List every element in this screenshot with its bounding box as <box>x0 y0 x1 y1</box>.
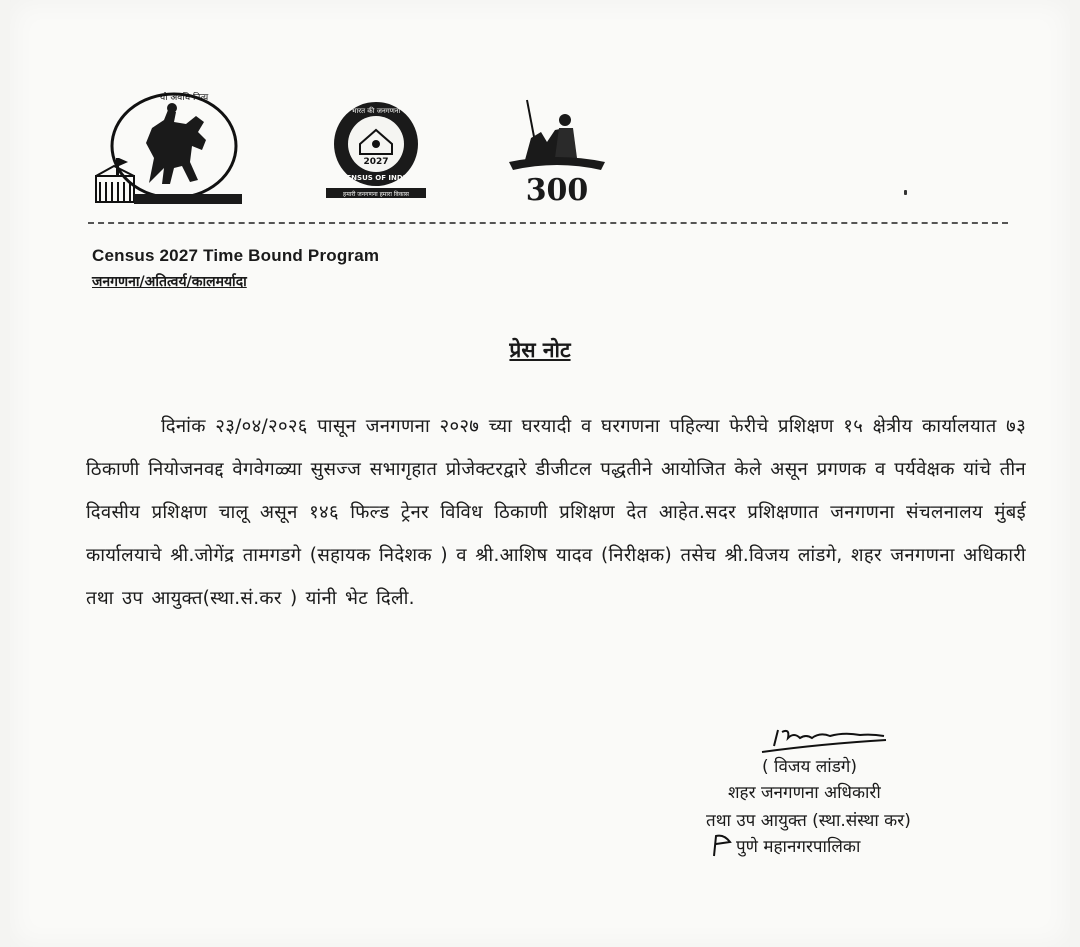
census-logo-bottom-text: CENSUS OF INDIA <box>341 174 411 182</box>
signatory-designation-2: तथा उप आयुक्त (स्था.संस्था कर) <box>706 811 911 831</box>
pmc-emblem-logo <box>94 88 254 210</box>
signatory-office: पुणे महानगरपालिका <box>736 837 861 857</box>
header-divider <box>88 222 1008 224</box>
initial-mark <box>710 832 734 858</box>
ink-mark <box>904 190 907 195</box>
pmc-emblem-text: यो अवधि नित्य <box>160 93 209 103</box>
census-logo-arc-text: भारत की जनगणना <box>351 107 401 115</box>
program-title-english: Census 2027 Time Bound Program <box>92 246 380 265</box>
signatory-name: ( विजय लांडगे) <box>762 757 857 777</box>
ahilyabai-300-number: 300 <box>525 173 589 206</box>
census-logo-tagline: हमारी जनगणना हमारा विकास <box>343 191 409 198</box>
signatory-designation: शहर जनगणना अधिकारी <box>728 783 881 803</box>
press-note-title: प्रेस नोट <box>509 338 571 362</box>
press-note-body: दिनांक २३/०४/२०२६ पासून जनगणना २०२७ च्या घरयादी व घरगणना पहिल्या फेरीचे प्रशिक्षण १५ क्षेत्रीय कार्यालयात ७३ ठिकाणी नियोजनवद्द वेगवेगळ्या सुसज्ज सभागृहात प्रोजेक्टरद्वारे डीजीटल पद्धतीने आयोजित केले असून प्रगणक व पर्यवेक्षक यांचे तीन दिवसीय प्रशिक्षण चालू असून १४६ फिल्ड ट्रेनर विविध ठिकाणी प्रशिक्षण देत आहेत.सदर प्रशिक्षणात जनगणना संचलनालय मुंबई कार्यालयाचे श्री.जोगेंद्र तामगडगे (सहायक निदेशक ) व श्री.आशिष यादव (निरीक्षक) तसेच श्री.विजय लांडगे, शहर जनगणना अधिकारी तथा उप आयुक्त(स्था.सं.कर ) यांनी भेट दिली. <box>86 416 1026 609</box>
ahilyabai-300-logo <box>505 98 609 206</box>
census-logo-year: 2027 <box>363 157 389 167</box>
program-title-marathi: जनगणना/अतित्वर्य/कालमर्यादा <box>92 274 247 290</box>
census-2027-logo <box>322 100 430 200</box>
